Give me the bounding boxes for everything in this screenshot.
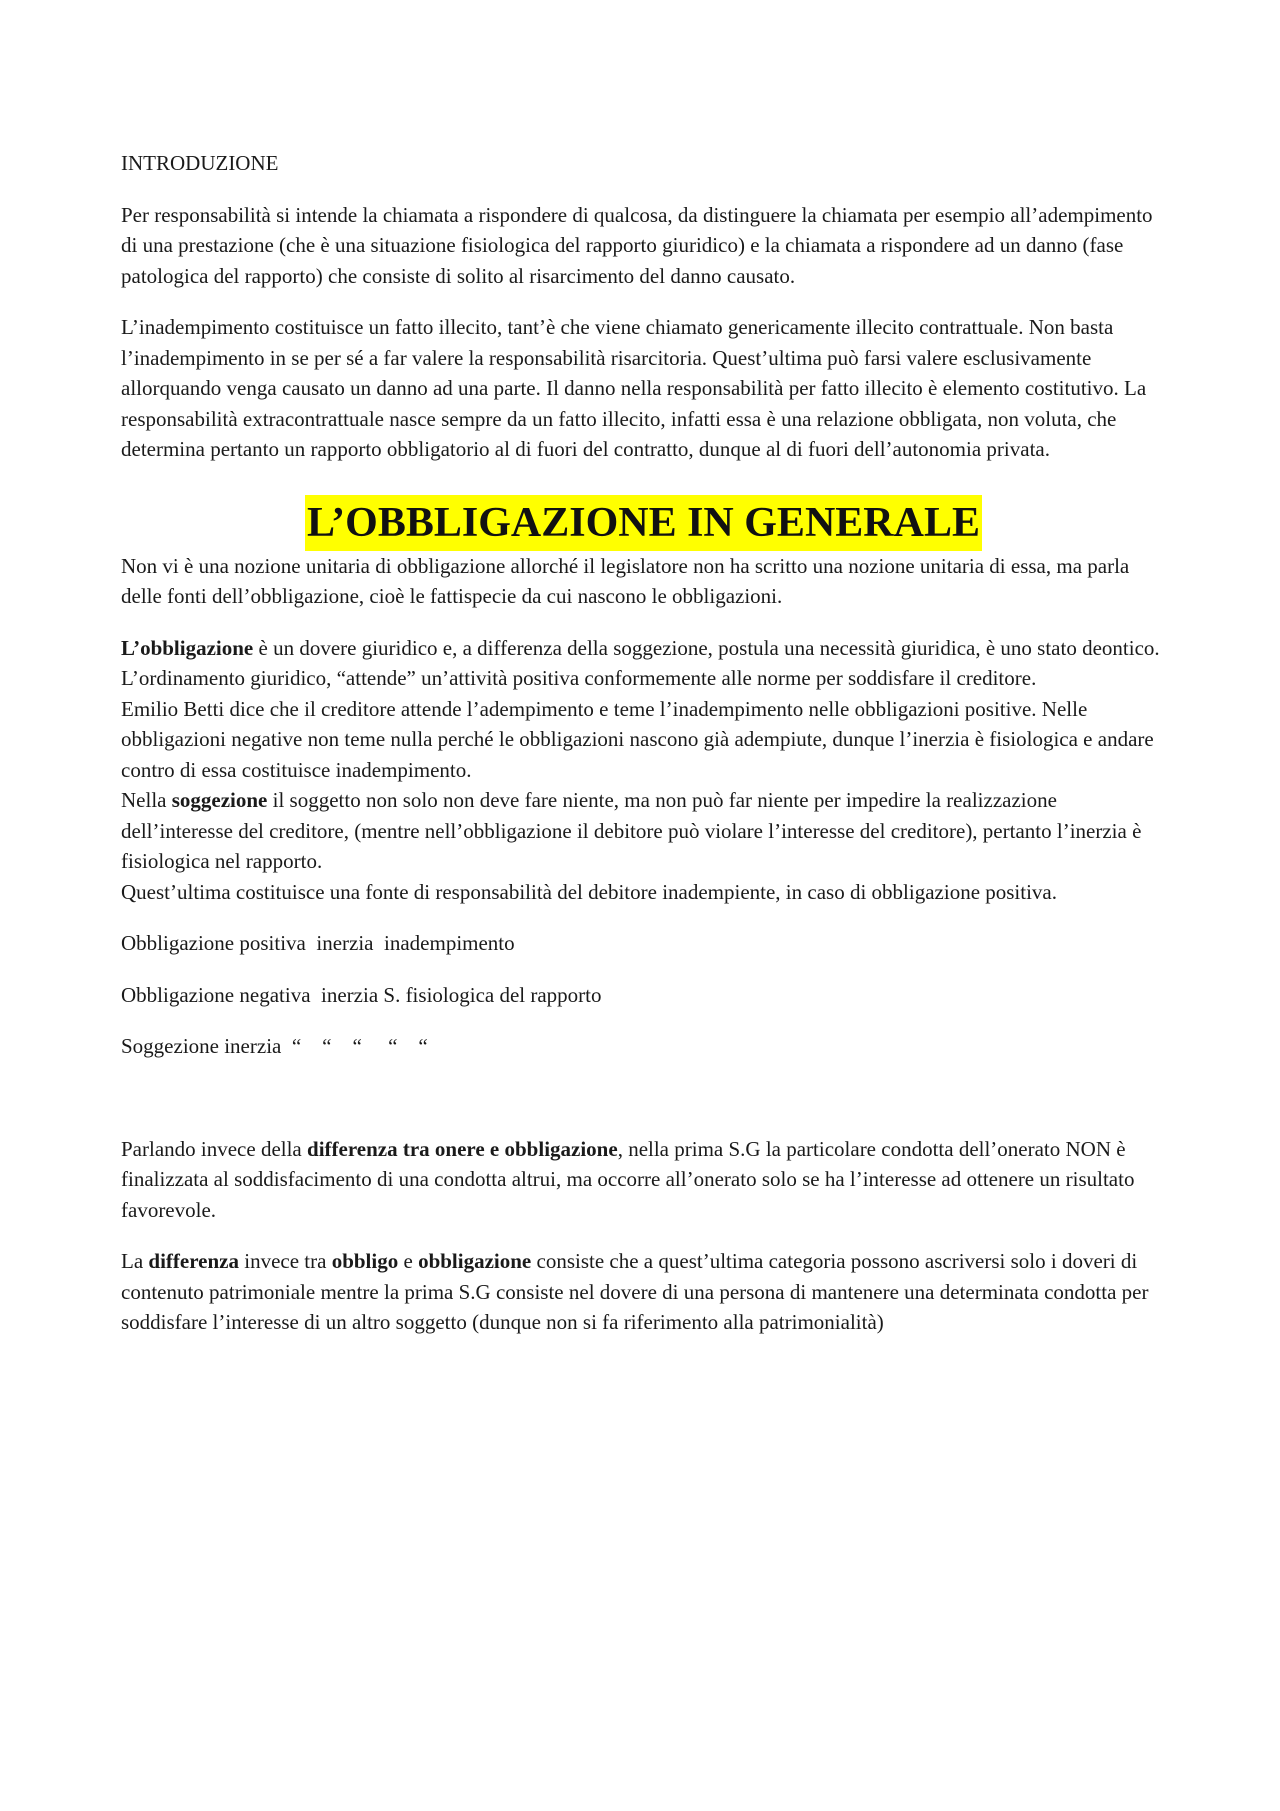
- section-paragraph-6: [121, 1134, 1166, 1226]
- paragraph-2-text: è un dovere giuridico e, a differenza della soggezione, postula una necessità giuridica, è uno stato deontico. L’ordinamento giuridico, “attende” un’attività positiva conformemente alle norme per soddisfare il creditore.: [121, 635, 1160, 690]
- section-paragraph-4: [121, 785, 1166, 877]
- intro-paragraph-1: Per responsabilità si intende la chiamata a rispondere di qualcosa, da distinguere la chiamata per esempio all’adempimento di una prestazione (che è una situazione fisiologica del rapporto giuridico) e la chiamata a rispondere ad un danno (fase patologica del rapporto) che consiste di solito al risarcimento del danno causato.: [121, 202, 1153, 288]
- document-body: [121, 148, 1166, 1338]
- term-soggezione: soggezione: [171, 788, 268, 812]
- section-heading: L’OBBLIGAZIONE IN GENERALE: [305, 495, 982, 551]
- paragraph-4-text: il soggetto non solo non deve fare niente, ma non può far niente per impedire la realizzazione dell’interesse del creditore, (mentre nell’obbligazione il debitore può violare l’interesse del creditore), pertanto l’inerzia è fisiologica nel rapporto.: [121, 788, 1142, 873]
- schema-line-2: Obbligazione negativa inerzia S. fisiologica del rapporto: [121, 982, 602, 1007]
- paragraph-4-lead: Nella: [121, 788, 172, 812]
- schema-line-3: Soggezione inerzia “ “ “ “ “: [121, 1034, 428, 1058]
- paragraph-7-text: consiste che a quest’ultima categoria possono ascriversi solo i doveri di contenuto patrimoniale mentre la prima S.G consiste nel dovere di una persona di mantenere una determinata condotta per soddisfare l’interesse di un altro soggetto (dunque non si fa riferimento alla patrimonialità): [121, 1249, 1149, 1334]
- intro-title: INTRODUZIONE: [121, 151, 279, 175]
- section-paragraph-2: [121, 633, 1166, 694]
- paragraph-6-lead: Parlando invece della: [121, 1136, 308, 1161]
- paragraph-7-mid-1: invece tra: [239, 1249, 332, 1273]
- paragraph-7-lead: La: [121, 1249, 149, 1273]
- term-obbligazione-2: obbligazione: [418, 1249, 532, 1273]
- section-heading-wrap: [121, 495, 1166, 551]
- section-paragraph-3: Emilio Betti dice che il creditore attende l’adempimento e teme l’inadempimento nelle obbligazioni positive. Nelle obbligazioni negative non teme nulla perché le obbligazioni nascono già adempiute, dunque l’inerzia è fisiologica e andare contro di essa costituisce inadempimento.: [121, 696, 1154, 782]
- term-obbligo: obbligo: [331, 1249, 399, 1273]
- section-paragraph-1: Non vi è una nozione unitaria di obbligazione allorché il legislatore non ha scritto una nozione unitaria di essa, ma parla delle fonti dell’obbligazione, cioè le fattispecie da cui nascono le obbligazioni.: [121, 553, 1130, 608]
- term-obbligazione: L’obbligazione: [121, 635, 254, 660]
- section-paragraph-5: Quest’ultima costituisce una fonte di responsabilità del debitore inadempiente, in caso di obbligazione positiva.: [121, 879, 1058, 904]
- term-differenza: differenza: [148, 1249, 239, 1273]
- paragraph-6-text: , nella prima S.G la particolare condotta dell’onerato NON è finalizzata al soddisfacimento di una condotta altrui, ma occorre all’onerato solo se ha l’interesse ad ottenere un risultato favorevole.: [121, 1136, 1135, 1222]
- paragraph-7-mid-2: e: [398, 1249, 419, 1273]
- intro-paragraph-2: L’inadempimento costituisce un fatto illecito, tant’è che viene chiamato genericamente illecito contrattuale. Non basta l’inadempimento in se per sé a far valere la responsabilità risarcitoria. Quest’ultima può farsi valere esclusivamente allorquando venga causato un danno ad una parte. Il danno nella responsabilità per fatto illecito è elemento costitutivo. La responsabilità extracontrattuale nasce sempre da un fatto illecito, infatti essa è una relazione obbligata, non voluta, che determina pertanto un rapporto obbligatorio al di fuori del contratto, dunque al di fuori dell’autonomia privata.: [121, 315, 1147, 461]
- section-paragraph-7: [121, 1246, 1166, 1338]
- spacer: [121, 1062, 1166, 1134]
- schema-line-1: Obbligazione positiva inerzia inadempimento: [121, 931, 515, 955]
- term-differenza-onere: differenza tra onere e obbligazione: [307, 1136, 618, 1161]
